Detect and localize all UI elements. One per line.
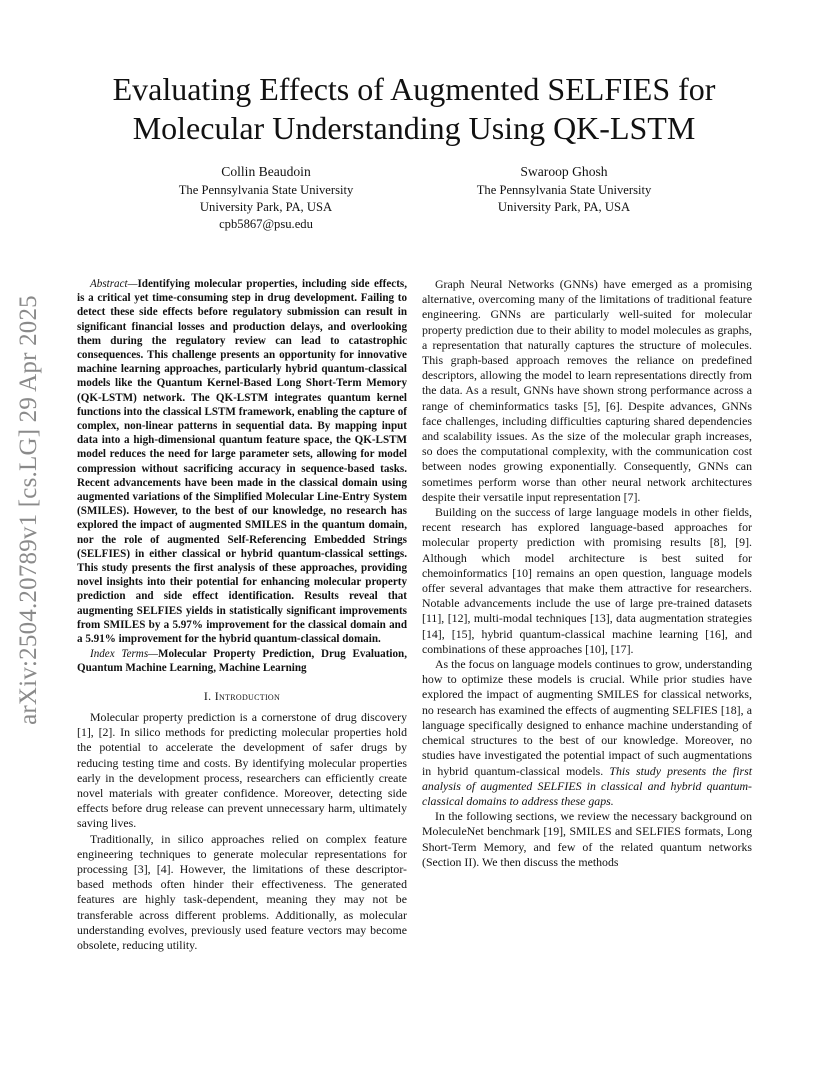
author-name: Collin Beaudoin bbox=[221, 164, 311, 179]
intro-paragraph-5 bbox=[422, 657, 752, 809]
index-terms-lead: Index Terms— bbox=[90, 648, 159, 661]
author-name: Swaroop Ghosh bbox=[520, 164, 608, 179]
arxiv-identifier: arXiv:2504.20789v1 [cs.LG] 29 Apr 2025 bbox=[15, 295, 42, 725]
author-block-1 bbox=[136, 163, 396, 233]
abstract-lead: Abstract— bbox=[90, 278, 138, 290]
right-column bbox=[422, 277, 752, 870]
author-affiliation: The Pennsylvania State University bbox=[178, 183, 354, 197]
section-heading bbox=[77, 689, 407, 704]
intro-paragraph-3: Graph Neural Networks (GNNs) have emerged as a promising alternative, overcoming many of the limitations of traditional feature engineering. GNNs are particularly well-suited for molecular property prediction due to their ability to model molecules as graphs, a representation that naturally captures the structure of molecules. This graph-based approach removes the reliance on predefined descriptors, allowing the model to learn representations directly from the data. As a result, GNNs have shown strong performance across a range of cheminformatics tasks [5], [6]. Despite advances, GNNs face challenges, including difficulties capturing shared dependencies and scalability issues. As the size of the molecular graph increases, so does the computational complexity, with the communication cost between nodes growing exponentially. Consequently, GNNs can sometimes perform worse than other neural network architectures despite their versatile input representation [7]. bbox=[422, 277, 752, 504]
intro-paragraph-2: Traditionally, in silico approaches relied on complex feature engineering techniques to generate molecular representations for processing [3], [4]. However, the limitations of these descriptor-based methods often hinder their effectiveness. The generated features are highly task-dependent, meaning they may not be transferable across different problems. Additionally, as molecular understanding evolves, previously used feature vectors may become obsolete, reducing utility. bbox=[77, 831, 407, 952]
intro-paragraph-4: Building on the success of large language models in other fields, recent research has explored language-based approaches for molecular property prediction with promising results [8], [9]. Although which model architecture is best suited for chemoinformatics [10] remains an open question, language models offer several advantages that make them attractive for researchers. Notable advancements include the use of large pre-trained datasets [11], [12], multi-modal techniques [13], data augmentation strategies [14], [15], hybrid quantum-classical machine learning [16], and combinations of these approaches [10], [17]. bbox=[422, 505, 752, 656]
paper-title: Evaluating Effects of Augmented SELFIES for Molecular Understanding Using QK-LSTM bbox=[112, 71, 716, 146]
author-location: University Park, PA, USA bbox=[199, 200, 333, 214]
index-terms-text: Molecular Property Prediction, Drug Evaluation, Quantum Machine Learning, Machine Learning bbox=[77, 648, 407, 675]
paragraph-text: As the focus on language models continues to grow, understanding how to optimize these models is crucial. While prior studies have explored the impact of augmenting SMILES for classical networks, no research has examined the effects of augmenting SELFIES [18], a language specifically designed to enhance machine understanding of chemical structures to the best of our knowledge. Moreover, no studies have investigated the potential impact of such augmentations in hybrid quantum-classical models. bbox=[422, 657, 752, 778]
intro-paragraph-6: In the following sections, we review the necessary background on MoleculeNet benchmark [19], SMILES and SELFIES formats, Long Short-Term Memory, and few of the related quantum networks (Section II). We then discuss the methods bbox=[422, 809, 752, 869]
author-affiliation: The Pennsylvania State University bbox=[476, 183, 652, 197]
paragraph-emphasis: This study presents the first analysis of augmented SELFIES in classical and hybrid quantum-classical domains to address these gaps. bbox=[422, 763, 752, 808]
abstract bbox=[77, 277, 407, 646]
intro-paragraph-1: Molecular property prediction is a cornerstone of drug discovery [1], [2]. In silico methods for predicting molecular properties hold the potential to accelerate the development of safer drugs by reducing testing time and costs. By identifying molecular properties early in the development process, researchers can efficiently create novel materials with greater confidence. Moreover, detecting side effects before drug release can prevent unnecessary harm, ultimately saving lives. bbox=[77, 709, 407, 831]
left-column bbox=[77, 277, 407, 953]
author-email[interactable]: cpb5867@psu.edu bbox=[219, 217, 313, 231]
author-location: University Park, PA, USA bbox=[497, 200, 631, 214]
abstract-text: Identifying molecular properties, including side effects, is a critical yet time-consuming step in drug development. Failing to detect these side effects before regulatory submission can result in significant financial losses and production delays, and overlooking them during the regulatory review can lead to catastrophic consequences. This challenge presents an opportunity for innovative machine learning approaches, particularly hybrid quantum-classical models like the Quantum Kernel-Based Long Short-Term Memory (QK-LSTM) network. The QK-LSTM integrates quantum kernel functions into the classical LSTM framework, enabling the capture of complex, non-linear patterns in sequential data. By mapping input data into a high-dimensional quantum feature space, the QK-LSTM model reduces the need for large parameter sets, allowing for model compression without sacrificing accuracy in sequence-based tasks. Recent advancements have been made in the classical domain using augmented variations of the Simplified Molecular Line-Entry System (SMILES). However, to the best of our knowledge, no research has explored the impact of augmented SMILES in the quantum domain, nor the role of augmented Self-Referencing Embedded Strings (SELFIES) in either classical or hybrid quantum-classical settings. This study presents the first analysis of these approaches, providing novel insights into their potential for enhancing molecular property prediction and side effect identification. Results reveal that augmenting SELFIES yields in statistically significant improvements from SMILES by a 5.97% improvement for the classical domain and a 5.91% improvement for the hybrid quantum-classical domain. bbox=[77, 278, 407, 646]
section-numeral: I. bbox=[203, 688, 215, 703]
author-block-2 bbox=[434, 163, 694, 216]
section-title: Introduction bbox=[214, 688, 281, 703]
index-terms bbox=[77, 647, 407, 675]
